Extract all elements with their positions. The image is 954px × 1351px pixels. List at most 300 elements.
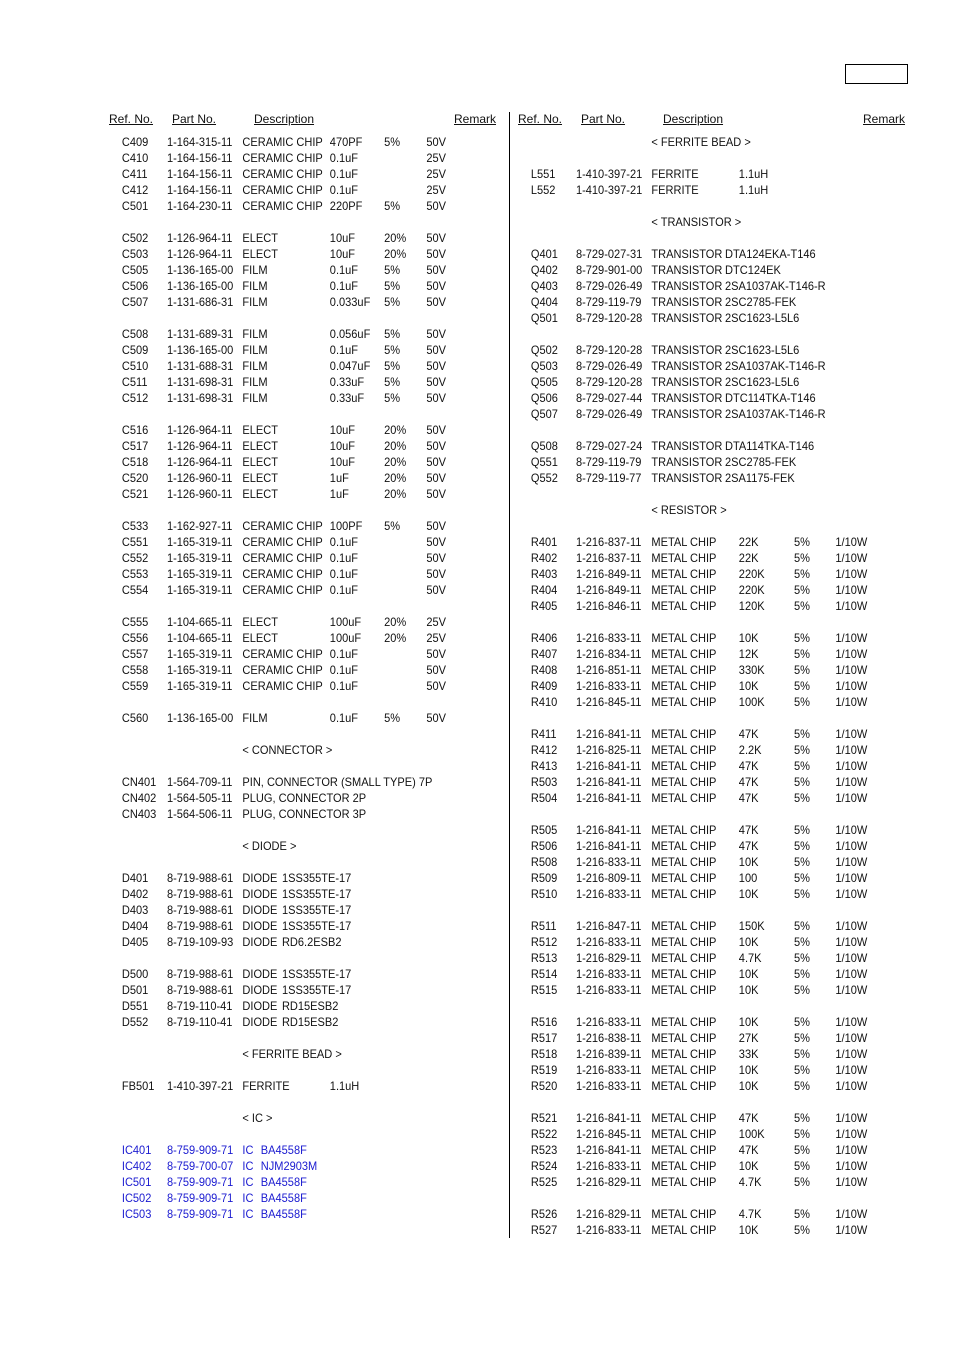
- cell-remark: 1/10W: [835, 583, 868, 597]
- cell-remark: 1/10W: [835, 1063, 868, 1077]
- cell-part-no: 8-719-988-61: [166, 967, 234, 981]
- table-row: [109, 534, 470, 550]
- cell-part-no: 1-216-847-11: [575, 919, 642, 933]
- cell-part-no[interactable]: 8-759-909-71: [166, 1207, 234, 1221]
- header-part-no: Part No.: [172, 112, 217, 126]
- cell-ref-no: C516: [121, 423, 149, 437]
- cell-type-no[interactable]: NJM2903M: [260, 1159, 318, 1173]
- cell-ref-no[interactable]: IC501: [121, 1175, 152, 1189]
- cell-value: 1.1uH: [329, 1079, 360, 1093]
- cell-value: 10K: [738, 679, 759, 693]
- cell-description: TRANSISTOR: [651, 295, 723, 309]
- cell-part-no: 1-165-319-11: [166, 567, 233, 581]
- cell-ref-no: C558: [121, 663, 149, 677]
- cell-ref-no: R413: [530, 759, 558, 773]
- cell-ref-no: R521: [530, 1111, 558, 1125]
- cell-description[interactable]: IC: [242, 1143, 254, 1157]
- cell-part-no: 1-104-665-11: [166, 615, 233, 629]
- row-spacer: [109, 726, 501, 742]
- cell-tolerance: 5%: [794, 631, 810, 645]
- cell-description: METAL CHIP: [651, 599, 717, 613]
- cell-part-no[interactable]: 8-759-700-07: [166, 1159, 234, 1173]
- table-row: [518, 870, 877, 886]
- cell-tolerance: 20%: [384, 471, 407, 485]
- cell-value: 10uF: [329, 455, 355, 469]
- cell-rating: 50V: [426, 455, 447, 469]
- cell-ref-no: R506: [530, 839, 558, 853]
- cell-description: TRANSISTOR: [651, 391, 723, 405]
- cell-value: 4.7K: [738, 1175, 762, 1189]
- table-row: [518, 310, 877, 326]
- table-row: [109, 518, 470, 534]
- cell-value: 100uF: [329, 631, 362, 645]
- table-row: [518, 1078, 877, 1094]
- cell-value: 100K: [738, 1127, 765, 1141]
- cell-rating: 50V: [426, 263, 447, 277]
- cell-type-no: 2SC1623-L5L6: [725, 343, 800, 357]
- table-row: [109, 326, 470, 342]
- cell-tolerance: 5%: [794, 839, 810, 853]
- cell-part-no: 1-216-839-11: [575, 1047, 642, 1061]
- cell-ref-no: Q404: [530, 295, 558, 309]
- table-row: [518, 166, 877, 182]
- cell-part-no: 1-126-960-11: [166, 487, 233, 501]
- cell-remark: 1/10W: [835, 1159, 868, 1173]
- cell-value: 150K: [738, 919, 765, 933]
- cell-type-no[interactable]: BA4558F: [260, 1191, 307, 1205]
- cell-description: PIN, CONNECTOR (SMALL TYPE) 7P: [242, 775, 433, 789]
- cell-tolerance: 5%: [794, 1079, 810, 1093]
- cell-rating: 50V: [426, 663, 447, 677]
- cell-ref-no: Q507: [530, 407, 558, 421]
- cell-description: TRANSISTOR: [651, 455, 723, 469]
- cell-description: METAL CHIP: [651, 1063, 717, 1077]
- cell-description: METAL CHIP: [651, 1143, 717, 1157]
- cell-value: 10K: [738, 887, 759, 901]
- cell-rating: 25V: [426, 151, 447, 165]
- cell-description: METAL CHIP: [651, 791, 717, 805]
- rows-left: [109, 134, 501, 1222]
- cell-description: METAL CHIP: [651, 1207, 717, 1221]
- cell-value: 0.1uF: [329, 167, 359, 181]
- cell-part-no: 1-564-506-11: [166, 807, 233, 821]
- cell-description: ELECT: [242, 471, 278, 485]
- cell-part-no: 8-729-120-28: [575, 375, 643, 389]
- cell-value: 0.1uF: [329, 647, 359, 661]
- cell-type-no[interactable]: BA4558F: [260, 1175, 307, 1189]
- cell-description: CERAMIC CHIP: [242, 135, 323, 149]
- cell-rating: 50V: [426, 535, 447, 549]
- table-row: [109, 646, 470, 662]
- header-remark: Remark: [863, 112, 906, 126]
- cell-description: METAL CHIP: [651, 743, 717, 757]
- cell-part-no[interactable]: 8-759-909-71: [166, 1143, 234, 1157]
- cell-tolerance: 5%: [794, 919, 810, 933]
- row-spacer: [109, 694, 501, 710]
- cell-description: METAL CHIP: [651, 1175, 717, 1189]
- cell-part-no: 1-131-698-31: [166, 375, 234, 389]
- cell-part-no: 8-729-120-28: [575, 343, 643, 357]
- cell-remark: 1/10W: [835, 1143, 868, 1157]
- cell-ref-no: Q501: [530, 311, 558, 325]
- row-spacer: [518, 486, 908, 502]
- cell-ref-no: C502: [121, 231, 149, 245]
- cell-ref-no: R402: [530, 551, 558, 565]
- cell-ref-no: L551: [530, 167, 556, 181]
- cell-description: ELECT: [242, 247, 278, 261]
- cell-description: FILM: [242, 359, 268, 373]
- cell-value: 4.7K: [738, 1207, 762, 1221]
- cell-description: CERAMIC CHIP: [242, 151, 323, 165]
- cell-description: ELECT: [242, 487, 278, 501]
- cell-description: TRANSISTOR: [651, 375, 723, 389]
- cell-ref-no: Q551: [530, 455, 558, 469]
- cell-tolerance: 5%: [794, 935, 810, 949]
- cell-value: 47K: [738, 839, 759, 853]
- cell-tolerance: 5%: [384, 199, 401, 213]
- cell-ref-no: C503: [121, 247, 149, 261]
- cell-description: TRANSISTOR: [651, 279, 723, 293]
- cell-remark: 1/10W: [835, 823, 868, 837]
- cell-description: DIODE: [242, 983, 278, 997]
- cell-description: CERAMIC CHIP: [242, 551, 323, 565]
- cell-description[interactable]: IC: [242, 1159, 254, 1173]
- cell-part-no: 8-729-027-31: [575, 247, 643, 261]
- cell-value: 33K: [738, 1047, 759, 1061]
- cell-ref-no: C552: [121, 551, 149, 565]
- cell-remark: 1/10W: [835, 871, 868, 885]
- table-row: [518, 950, 877, 966]
- cell-value: 0.33uF: [329, 391, 365, 405]
- section-title: < FERRITE BEAD >: [242, 1047, 342, 1061]
- cell-part-no: 1-410-397-21: [575, 167, 643, 181]
- cell-part-no: 1-165-319-11: [166, 679, 233, 693]
- cell-type-no[interactable]: BA4558F: [260, 1143, 307, 1157]
- cell-rating: 50V: [426, 647, 447, 661]
- cell-ref-no: C557: [121, 647, 149, 661]
- parts-list-right: [518, 110, 908, 1238]
- cell-description: CERAMIC CHIP: [242, 679, 323, 693]
- cell-ref-no[interactable]: IC401: [121, 1143, 152, 1157]
- table-row: [109, 550, 470, 566]
- cell-ref-no: D401: [121, 871, 149, 885]
- cell-tolerance: 5%: [794, 567, 810, 581]
- row-spacer: [109, 214, 501, 230]
- cell-ref-no: R525: [530, 1175, 558, 1189]
- cell-remark: 1/10W: [835, 743, 868, 757]
- cell-part-no: 1-216-829-11: [575, 1207, 642, 1221]
- cell-ref-no: CN402: [121, 791, 157, 805]
- cell-ref-no: R409: [530, 679, 558, 693]
- cell-ref-no: R406: [530, 631, 558, 645]
- cell-ref-no[interactable]: IC502: [121, 1191, 152, 1205]
- cell-part-no[interactable]: 8-759-909-71: [166, 1175, 234, 1189]
- cell-description: FILM: [242, 375, 268, 389]
- table-row: [518, 374, 877, 390]
- table-row: [518, 566, 877, 582]
- cell-part-no: 1-216-833-11: [575, 855, 642, 869]
- table-row: [109, 806, 470, 822]
- table-row: [518, 550, 877, 566]
- row-spacer: [518, 1094, 908, 1110]
- cell-part-no: 1-131-688-31: [166, 359, 234, 373]
- table-row: [109, 934, 470, 950]
- table-row: [109, 774, 470, 790]
- table-row: [109, 470, 470, 486]
- header-part-no: Part No.: [581, 112, 626, 126]
- cell-value: 1.1uH: [738, 183, 769, 197]
- cell-value: 10uF: [329, 423, 355, 437]
- cell-part-no: 1-216-841-11: [575, 1111, 642, 1125]
- cell-part-no: 1-216-833-11: [575, 679, 642, 693]
- cell-remark: 1/10W: [835, 839, 868, 853]
- cell-tolerance: 5%: [794, 759, 810, 773]
- cell-value: 10uF: [329, 247, 355, 261]
- cell-description: DIODE: [242, 935, 278, 949]
- row-spacer: [109, 1126, 501, 1142]
- table-row: [518, 1046, 877, 1062]
- cell-remark: 1/10W: [835, 695, 868, 709]
- cell-value: 47K: [738, 727, 759, 741]
- cell-part-no: 1-165-319-11: [166, 551, 233, 565]
- cell-tolerance: 5%: [384, 343, 401, 357]
- row-spacer: [518, 614, 908, 630]
- cell-value: 1uF: [329, 471, 349, 485]
- cell-description: CERAMIC CHIP: [242, 519, 323, 533]
- cell-rating: 50V: [426, 279, 447, 293]
- cell-description: METAL CHIP: [651, 695, 717, 709]
- cell-remark: 1/10W: [835, 967, 868, 981]
- cell-ref-no: C506: [121, 279, 149, 293]
- cell-ref-no: C501: [121, 199, 149, 213]
- cell-ref-no: Q506: [530, 391, 558, 405]
- cell-tolerance: 5%: [794, 663, 810, 677]
- cell-ref-no: C560: [121, 711, 149, 725]
- cell-part-no: 1-216-841-11: [575, 759, 642, 773]
- cell-tolerance: 5%: [794, 967, 810, 981]
- cell-part-no: 1-564-709-11: [166, 775, 233, 789]
- cell-part-no: 1-165-319-11: [166, 583, 233, 597]
- cell-ref-no: Q403: [530, 279, 558, 293]
- cell-part-no: 1-164-315-11: [166, 135, 233, 149]
- cell-rating: 50V: [426, 375, 447, 389]
- cell-ref-no: C553: [121, 567, 149, 581]
- cell-value: 0.1uF: [329, 263, 359, 277]
- cell-part-no: 8-729-119-77: [575, 471, 642, 485]
- cell-ref-no: R517: [530, 1031, 558, 1045]
- cell-part-no: 1-131-698-31: [166, 391, 234, 405]
- section-heading: [109, 1110, 470, 1126]
- cell-part-no: 1-216-851-11: [575, 663, 642, 677]
- cell-value: 0.1uF: [329, 535, 359, 549]
- cell-type-no: 2SC1623-L5L6: [725, 375, 800, 389]
- cell-rating: 50V: [426, 423, 447, 437]
- cell-rating: 50V: [426, 439, 447, 453]
- cell-description: METAL CHIP: [651, 663, 717, 677]
- table-row: [518, 982, 877, 998]
- cell-ref-no: C555: [121, 615, 149, 629]
- cell-remark: 1/10W: [835, 887, 868, 901]
- cell-description: CERAMIC CHIP: [242, 535, 323, 549]
- cell-part-no: 1-216-833-11: [575, 887, 642, 901]
- cell-type-no: RD15ESB2: [281, 1015, 339, 1029]
- cell-remark: 1/10W: [835, 1111, 868, 1125]
- cell-tolerance: 5%: [384, 375, 401, 389]
- cell-part-no: 1-216-833-11: [575, 1015, 642, 1029]
- cell-ref-no: R526: [530, 1207, 558, 1221]
- cell-ref-no: D551: [121, 999, 149, 1013]
- section-title: < IC >: [242, 1111, 273, 1125]
- cell-remark: 1/10W: [835, 663, 868, 677]
- cell-description: ELECT: [242, 231, 278, 245]
- cell-type-no: 2SC2785-FEK: [725, 295, 797, 309]
- cell-description: METAL CHIP: [651, 1079, 717, 1093]
- cell-value: 10K: [738, 1063, 759, 1077]
- cell-remark: 1/10W: [835, 1175, 868, 1189]
- table-row: [518, 854, 877, 870]
- cell-remark: 1/10W: [835, 951, 868, 965]
- cell-part-no: 1-164-156-11: [166, 183, 233, 197]
- table-row: [518, 758, 877, 774]
- cell-ref-no: R408: [530, 663, 558, 677]
- cell-rating: 50V: [426, 551, 447, 565]
- cell-value: 0.1uF: [329, 183, 359, 197]
- cell-value: 27K: [738, 1031, 759, 1045]
- cell-ref-no: R522: [530, 1127, 558, 1141]
- cell-tolerance: 5%: [794, 887, 810, 901]
- row-spacer: [518, 326, 908, 342]
- cell-ref-no: R411: [530, 727, 557, 741]
- cell-value: 10K: [738, 1079, 759, 1093]
- cell-description: PLUG, CONNECTOR 3P: [242, 807, 367, 821]
- cell-value: 22K: [738, 535, 759, 549]
- cell-part-no: 8-729-027-44: [575, 391, 643, 405]
- cell-rating: 50V: [426, 359, 447, 373]
- cell-ref-no: D405: [121, 935, 149, 949]
- header-remark: Remark: [454, 112, 497, 126]
- row-spacer: [518, 998, 908, 1014]
- cell-part-no: 1-216-829-11: [575, 951, 642, 965]
- cell-tolerance: 5%: [794, 871, 810, 885]
- cell-rating: 50V: [426, 247, 447, 261]
- cell-description: METAL CHIP: [651, 855, 717, 869]
- cell-description: TRANSISTOR: [651, 311, 723, 325]
- cell-description[interactable]: IC: [242, 1191, 254, 1205]
- cell-value: 0.1uF: [329, 663, 359, 677]
- cell-tolerance: 5%: [794, 1047, 810, 1061]
- cell-type-no: RD6.2ESB2: [281, 935, 342, 949]
- cell-rating: 50V: [426, 711, 447, 725]
- cell-rating: 50V: [426, 487, 447, 501]
- table-row: [109, 582, 470, 598]
- cell-ref-no[interactable]: IC402: [121, 1159, 152, 1173]
- cell-part-no: 1-216-849-11: [575, 583, 642, 597]
- cell-remark: 1/10W: [835, 647, 868, 661]
- cell-remark: 1/10W: [835, 567, 868, 581]
- cell-description: METAL CHIP: [651, 567, 717, 581]
- cell-ref-no[interactable]: IC503: [121, 1207, 152, 1221]
- table-row: [518, 966, 877, 982]
- cell-type-no: DTC114TKA-T146: [725, 391, 816, 405]
- cell-description[interactable]: IC: [242, 1207, 254, 1221]
- table-row: [109, 918, 470, 934]
- cell-ref-no: C554: [121, 583, 149, 597]
- table-row: [109, 998, 470, 1014]
- cell-part-no: 1-410-397-21: [166, 1079, 234, 1093]
- table-row: [518, 1062, 877, 1078]
- cell-description: METAL CHIP: [651, 759, 717, 773]
- cell-description: METAL CHIP: [651, 823, 717, 837]
- cell-ref-no: R509: [530, 871, 558, 885]
- cell-type-no: RD15ESB2: [281, 999, 339, 1013]
- cell-description: CERAMIC CHIP: [242, 663, 323, 677]
- cell-value: 330K: [738, 663, 765, 677]
- cell-part-no: 1-216-833-11: [575, 1159, 642, 1173]
- cell-tolerance: 20%: [384, 487, 407, 501]
- cell-ref-no: C517: [121, 439, 149, 453]
- cell-tolerance: 5%: [794, 1223, 810, 1237]
- cell-tolerance: 5%: [794, 855, 810, 869]
- cell-part-no: 8-719-988-61: [166, 919, 234, 933]
- cell-tolerance: 5%: [794, 551, 810, 565]
- table-row: [109, 710, 470, 726]
- cell-remark: 1/10W: [835, 1223, 868, 1237]
- cell-description[interactable]: IC: [242, 1175, 254, 1189]
- cell-ref-no: R505: [530, 823, 558, 837]
- cell-ref-no: R514: [530, 967, 558, 981]
- cell-description: FERRITE: [651, 183, 699, 197]
- table-row: [518, 1222, 877, 1238]
- cell-description: METAL CHIP: [651, 727, 717, 741]
- cell-description: FILM: [242, 263, 268, 277]
- cell-value: 47K: [738, 1143, 759, 1157]
- cell-ref-no: R405: [530, 599, 558, 613]
- cell-tolerance: 5%: [794, 1111, 810, 1125]
- table-row: [518, 1126, 877, 1142]
- cell-ref-no: Q502: [530, 343, 558, 357]
- cell-description: TRANSISTOR: [651, 439, 723, 453]
- cell-part-no: 1-126-964-11: [166, 455, 233, 469]
- cell-value: 47K: [738, 775, 759, 789]
- cell-part-no[interactable]: 8-759-909-71: [166, 1191, 234, 1205]
- cell-description: CERAMIC CHIP: [242, 583, 323, 597]
- cell-rating: 25V: [426, 631, 447, 645]
- cell-tolerance: 5%: [794, 791, 810, 805]
- cell-ref-no: C551: [121, 535, 149, 549]
- row-spacer: [109, 1062, 501, 1078]
- table-row: [518, 470, 877, 486]
- cell-value: 47K: [738, 791, 759, 805]
- cell-type-no[interactable]: BA4558F: [260, 1207, 307, 1221]
- cell-remark: 1/10W: [835, 551, 868, 565]
- cell-part-no: 8-719-988-61: [166, 903, 234, 917]
- section-title: < RESISTOR >: [651, 503, 727, 517]
- row-spacer: [109, 950, 501, 966]
- cell-rating: 50V: [426, 231, 447, 245]
- cell-value: 0.1uF: [329, 583, 359, 597]
- cell-description: TRANSISTOR: [651, 471, 723, 485]
- cell-rating: 50V: [426, 135, 447, 149]
- cell-remark: 1/10W: [835, 935, 868, 949]
- cell-part-no: 1-216-833-11: [575, 1079, 642, 1093]
- cell-description: METAL CHIP: [651, 1223, 717, 1237]
- table-row: [109, 422, 470, 438]
- table-row: [518, 342, 877, 358]
- table-row: [518, 1206, 877, 1222]
- cell-description: METAL CHIP: [651, 983, 717, 997]
- table-row: [518, 390, 877, 406]
- table-row: [109, 870, 470, 886]
